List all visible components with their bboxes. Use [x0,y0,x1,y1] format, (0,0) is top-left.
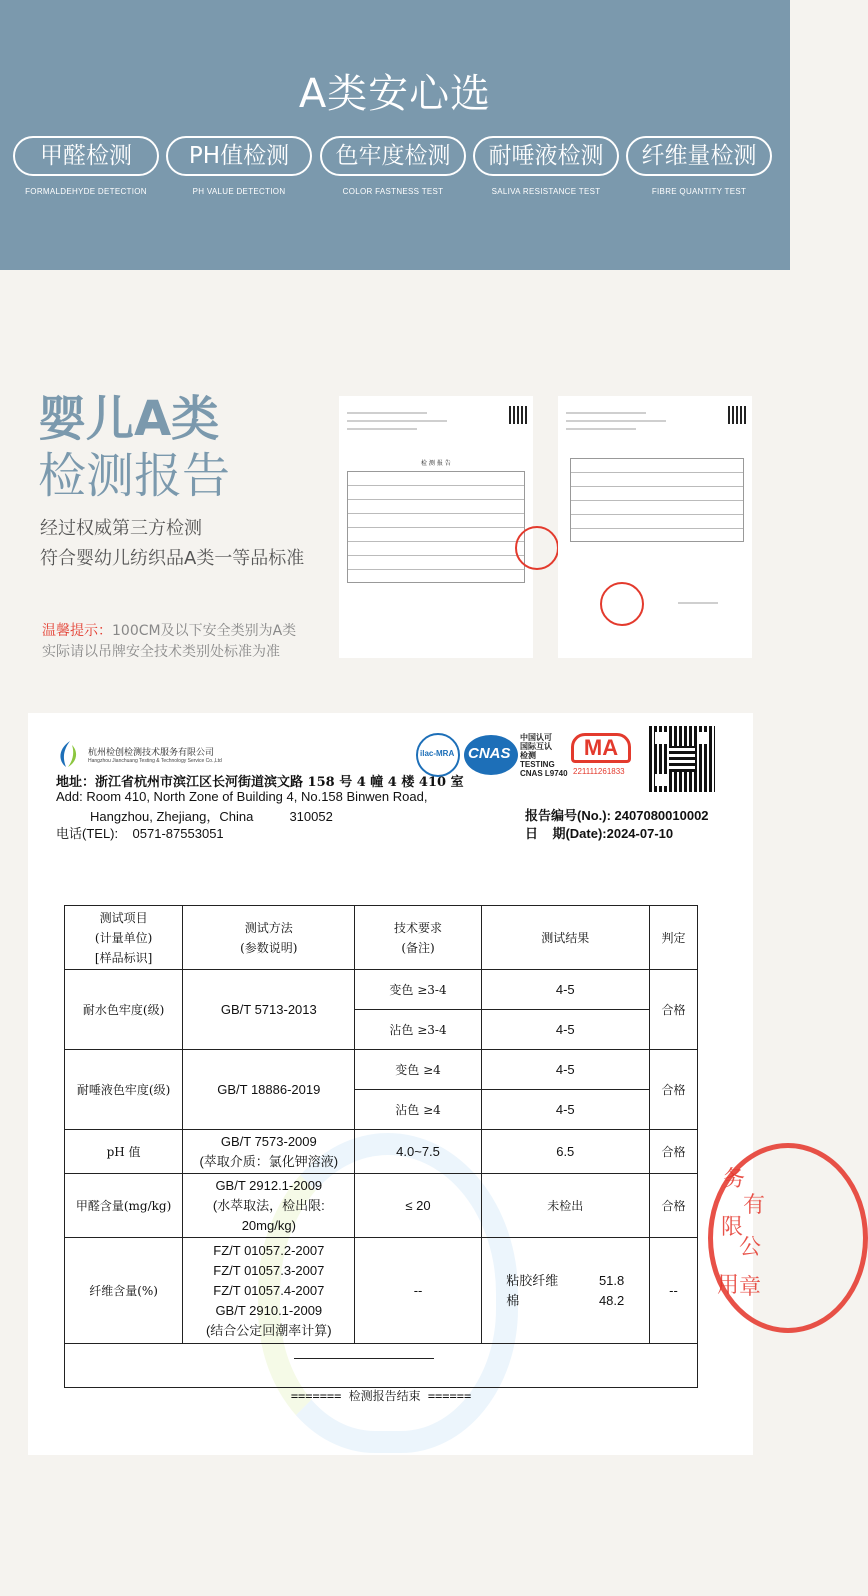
row-result: 6.5 [481,1130,649,1174]
method-line: (萃取介质：氯化钾溶液) [199,1153,339,1169]
test-badge-color-fastness: 色牢度检测 [320,136,466,176]
row-item: pH 值 [65,1130,183,1174]
row-requirement: ≤ 20 [355,1174,481,1238]
thumb-text-line [566,412,646,414]
thumb-text-line [566,428,636,430]
header-band [0,0,790,270]
report-thumbnail-2 [558,396,752,658]
cnas-en-1: TESTING [520,760,555,769]
test-badge-fibre: 纤维量检测 [626,136,772,176]
table-row [65,1238,698,1344]
header-item [65,906,183,970]
company-logo-icon [56,739,80,769]
cnas-logo [464,735,518,775]
header-item-line: 测试项目 [99,910,148,925]
results-table [64,905,698,1388]
row-verdict: 合格 [649,1174,697,1238]
tip-line-2: 实际请以吊牌安全技术类别处标准为准 [42,644,280,660]
fiber-entry [506,1291,624,1311]
fiber-name: 粘胶纤维 [506,1272,559,1288]
test-caption-fibre: FIBRE QUANTITY TEST [651,187,747,196]
row-item: 耐水色牢度(级) [65,970,183,1050]
tip-text-1: 100CM及以下安全类别为A类 [112,623,297,639]
method-line: FZ/T 01057.3-2007 [213,1262,325,1278]
test-badge-formaldehyde: 甲醛检测 [13,136,159,176]
test-caption-color-fastness: COLOR FASTNESS TEST [342,187,444,196]
thumb-seal [600,582,644,626]
thumb-qr-code [728,406,746,424]
header-method-line: 测试方法 [244,920,293,935]
cma-number: 221111261833 [573,767,625,776]
seal-char: 限 [721,1215,744,1240]
fiber-entry [506,1271,624,1291]
test-badge-saliva: 耐唾液检测 [473,136,619,176]
row-item: 纤维含量(%) [65,1238,183,1344]
row-requirement: -- [355,1238,481,1344]
cnas-en-2: CNAS L9740 [520,769,568,778]
thumb-table [347,471,525,583]
row-requirement: 沾色 ≥3-4 [355,1010,481,1050]
row-requirement: 沾色 ≥4 [355,1090,481,1130]
row-requirement: 4.0~7.5 [355,1130,481,1174]
cma-logo [569,733,635,777]
test-report [28,713,766,1455]
row-result: 4-5 [481,1050,649,1090]
seal-char: 公 [739,1235,762,1260]
fiber-value: 48.2 [598,1292,625,1308]
thumb-text-line [347,420,447,422]
header-verdict: 判定 [649,906,697,970]
company-name-en: Hangzhou Jianchuang Testing & Technology Service Co.,Ltd [88,758,222,764]
intro-line-2: 符合婴幼儿纺织品A类一等品标准 [40,548,305,569]
method-line: GB/T 7573-2009 [220,1133,317,1149]
report-thumbnail-1 [339,396,533,658]
method-line: GB/T 2910.1-2009 [215,1302,323,1318]
company-seal [708,1143,868,1333]
seal-char: 用 [717,1273,740,1298]
test-badge-ph: PH值检测 [166,136,312,176]
header-req-line: 技术要求 [394,920,443,935]
cma-mark: MA [571,733,631,763]
thumb-signature [678,602,718,604]
thumb-text-line [566,420,666,422]
address-en-2: Hangzhou, Zhejiang，China 310052 [90,809,333,824]
row-verdict: -- [649,1238,697,1344]
header-method-line: (参数说明) [240,940,298,955]
ilac-mra-text: ilac-MRA [420,749,455,758]
row-method [183,1130,355,1174]
method-line: GB/T 2912.1-2009 [215,1177,323,1193]
fiber-name: 棉 [506,1292,520,1308]
method-line: FZ/T 01057.2-2007 [213,1242,325,1258]
qr-code [649,726,715,792]
thumb-qr-code [509,406,527,424]
end-divider [294,1358,434,1359]
thumb-seal [515,526,559,570]
table-row [65,1050,698,1090]
header-req-line: (备注) [401,940,435,955]
test-caption-saliva: SALIVA RESISTANCE TEST [491,187,601,196]
thumb-text-line [347,428,417,430]
thumb-text-line [347,412,427,414]
header-result: 测试结果 [481,906,649,970]
row-result: 4-5 [481,970,649,1010]
seal-char: 章 [739,1275,762,1300]
row-item: 甲醛含量(mg/kg) [65,1174,183,1238]
row-method: GB/T 18886-2019 [183,1050,355,1130]
row-verdict: 合格 [649,1050,697,1130]
telephone: 电话(TEL): 0571-87553051 [56,826,224,841]
section-title: A类安心选 [298,71,492,117]
report-date: 日 期(Date):2024-07-10 [525,826,674,841]
seal-char: 务 [723,1167,746,1192]
company-name: 杭州检创检测技术服务有限公司 [88,748,215,758]
blank-cell [65,1344,698,1388]
header-item-line: [样品标识] [94,950,153,965]
method-line: 20mg/kg) [241,1217,296,1233]
seal-char: 有 [743,1193,766,1218]
row-requirement: 变色 ≥4 [355,1050,481,1090]
test-caption-ph: PH VALUE DETECTION [192,187,286,196]
report-number: 报告编号(No.): 2407080010002 [525,808,709,823]
intro-heading-1: 婴儿A类 [38,391,220,447]
address-cn: 地址：浙江省杭州市滨江区长河街道滨文路 158 号 4 幢 4 楼 410 室 [56,775,464,790]
row-result [481,1238,649,1344]
thumb-table [570,458,744,542]
table-blank-row [65,1344,698,1388]
tip-line-1 [42,620,296,640]
method-line: FZ/T 01057.4-2007 [213,1282,325,1298]
fiber-composition [506,1271,624,1311]
row-requirement: 变色 ≥3-4 [355,970,481,1010]
table-row [65,1174,698,1238]
cnas-cn-3: 检测 [520,751,536,760]
row-verdict: 合格 [649,970,697,1050]
row-method [183,1174,355,1238]
tip-label: 温馨提示： [42,623,112,639]
cnas-text: CNAS [468,745,511,762]
thumb-title: 检 测 报 告 [421,460,451,467]
cnas-cn-1: 中国认可 [520,733,552,742]
cnas-cn-2: 国际互认 [520,742,552,751]
header-requirement [355,906,481,970]
row-method: GB/T 5713-2013 [183,970,355,1050]
row-item: 耐唾液色牢度(级) [65,1050,183,1130]
table-row [65,1130,698,1174]
row-result: 4-5 [481,1090,649,1130]
row-verdict: 合格 [649,1130,697,1174]
report-end-text: ======= 检测报告结束 ====== [290,1389,472,1403]
row-result: 未检出 [481,1174,649,1238]
table-row [65,970,698,1010]
intro-line-1: 经过权威第三方检测 [40,518,202,539]
header-item-line: (计量单位) [94,930,153,945]
cnas-info [520,733,568,778]
row-result: 4-5 [481,1010,649,1050]
fiber-value: 51.8 [598,1272,625,1288]
method-line: (水萃取法，检出限: [212,1197,325,1213]
intro-heading-2: 检测报告 [38,448,231,504]
test-caption-formaldehyde: FORMALDEHYDE DETECTION [25,187,147,196]
row-method [183,1238,355,1344]
method-line: (结合公定回潮率计算) [205,1322,332,1338]
address-en-1: Add: Room 410, North Zone of Building 4, No.158 Binwen Road, [56,789,428,804]
table-header-row [65,906,698,970]
header-method [183,906,355,970]
